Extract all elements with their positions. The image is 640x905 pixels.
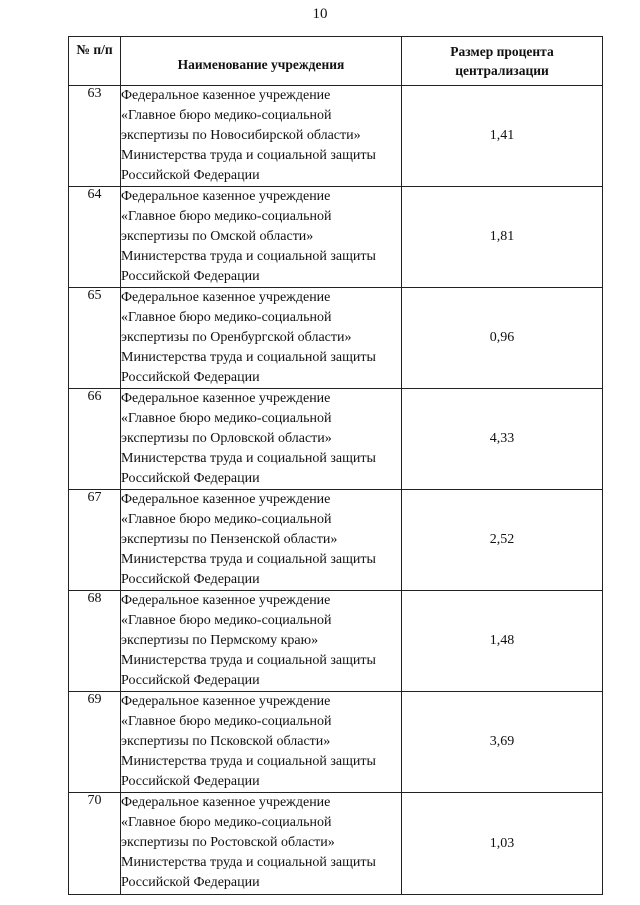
page-number: 10 bbox=[312, 6, 328, 22]
institution-name-line: Федеральное казенное учреждение bbox=[121, 694, 331, 709]
institution-name bbox=[121, 86, 402, 187]
row-number: 70 bbox=[69, 793, 121, 895]
institution-name-line: Министерства труда и социальной защиты bbox=[121, 249, 376, 264]
institution-name-line: Российской Федерации bbox=[121, 471, 260, 486]
table-row bbox=[69, 490, 603, 591]
institution-name-line: экспертизы по Новосибирской области» bbox=[121, 128, 361, 143]
institution-name-line: Российской Федерации bbox=[121, 673, 260, 688]
table-row bbox=[69, 692, 603, 793]
institution-name-line: экспертизы по Псковской области» bbox=[121, 734, 331, 749]
institution-name-line: «Главное бюро медико-социальной bbox=[121, 310, 332, 325]
institutions-table bbox=[68, 36, 603, 895]
institution-name bbox=[121, 389, 402, 490]
institution-name-line: экспертизы по Омской области» bbox=[121, 229, 314, 244]
row-number: 66 bbox=[69, 389, 121, 490]
institution-name-line: Российской Федерации bbox=[121, 370, 260, 385]
institution-name bbox=[121, 187, 402, 288]
row-number: 65 bbox=[69, 288, 121, 389]
table-row bbox=[69, 86, 603, 187]
centralization-percent: 2,52 bbox=[402, 490, 603, 591]
header-row bbox=[69, 37, 603, 86]
header-institution-name: Наименование учреждения bbox=[121, 37, 402, 86]
centralization-percent: 4,33 bbox=[402, 389, 603, 490]
institution-name-line: Министерства труда и социальной защиты bbox=[121, 350, 376, 365]
centralization-percent: 3,69 bbox=[402, 692, 603, 793]
institution-name-line: Федеральное казенное учреждение bbox=[121, 391, 331, 406]
institution-name-line: Федеральное казенное учреждение bbox=[121, 88, 331, 103]
institution-name-line: Министерства труда и социальной защиты bbox=[121, 552, 376, 567]
centralization-percent: 0,96 bbox=[402, 288, 603, 389]
institution-name-line: Российской Федерации bbox=[121, 774, 260, 789]
institution-name-line: экспертизы по Орловской области» bbox=[121, 431, 332, 446]
institution-name-line: Министерства труда и социальной защиты bbox=[121, 754, 376, 769]
table-row bbox=[69, 591, 603, 692]
institution-name-line: Министерства труда и социальной защиты bbox=[121, 855, 376, 870]
institution-name-line: «Главное бюро медико-социальной bbox=[121, 512, 332, 527]
institution-name-line: «Главное бюро медико-социальной bbox=[121, 613, 332, 628]
institution-name bbox=[121, 288, 402, 389]
institution-name-line: «Главное бюро медико-социальной bbox=[121, 714, 332, 729]
header-pct-line1: Размер процента bbox=[450, 44, 554, 59]
row-number: 68 bbox=[69, 591, 121, 692]
institution-name-line: Федеральное казенное учреждение bbox=[121, 492, 331, 507]
institution-name bbox=[121, 793, 402, 895]
table-row bbox=[69, 288, 603, 389]
institution-name-line: «Главное бюро медико-социальной bbox=[121, 815, 332, 830]
institution-name-line: «Главное бюро медико-социальной bbox=[121, 209, 332, 224]
institution-name-line: Российской Федерации bbox=[121, 269, 260, 284]
institution-name-line: Министерства труда и социальной защиты bbox=[121, 451, 376, 466]
centralization-percent: 1,03 bbox=[402, 793, 603, 895]
institution-name-line: Российской Федерации bbox=[121, 572, 260, 587]
centralization-percent: 1,48 bbox=[402, 591, 603, 692]
header-centralization-percent bbox=[402, 37, 603, 86]
row-number: 64 bbox=[69, 187, 121, 288]
table-header bbox=[69, 37, 603, 86]
header-pct-line2: централизации bbox=[455, 63, 549, 78]
institution-name-line: Федеральное казенное учреждение bbox=[121, 189, 331, 204]
institution-name-line: экспертизы по Оренбургской области» bbox=[121, 330, 352, 345]
institution-name-line: Министерства труда и социальной защиты bbox=[121, 148, 376, 163]
centralization-percent: 1,41 bbox=[402, 86, 603, 187]
institution-name-line: экспертизы по Пензенской области» bbox=[121, 532, 338, 547]
institution-name-line: экспертизы по Пермскому краю» bbox=[121, 633, 319, 648]
table-row bbox=[69, 389, 603, 490]
table-body bbox=[69, 86, 603, 895]
institution-name-line: Федеральное казенное учреждение bbox=[121, 795, 331, 810]
institution-name-line: Российской Федерации bbox=[121, 168, 260, 183]
institution-name bbox=[121, 591, 402, 692]
table-row bbox=[69, 187, 603, 288]
institution-name-line: Федеральное казенное учреждение bbox=[121, 290, 331, 305]
row-number: 63 bbox=[69, 86, 121, 187]
institution-name bbox=[121, 692, 402, 793]
centralization-percent: 1,81 bbox=[402, 187, 603, 288]
institution-name bbox=[121, 490, 402, 591]
institution-name-line: Министерства труда и социальной защиты bbox=[121, 653, 376, 668]
institution-name-line: Российской Федерации bbox=[121, 875, 260, 890]
institution-name-line: «Главное бюро медико-социальной bbox=[121, 411, 332, 426]
institution-name-line: Федеральное казенное учреждение bbox=[121, 593, 331, 608]
row-number: 67 bbox=[69, 490, 121, 591]
header-number: № п/п bbox=[69, 37, 121, 86]
institution-name-line: «Главное бюро медико-социальной bbox=[121, 108, 332, 123]
row-number: 69 bbox=[69, 692, 121, 793]
table-row bbox=[69, 793, 603, 895]
institution-name-line: экспертизы по Ростовской области» bbox=[121, 835, 335, 850]
